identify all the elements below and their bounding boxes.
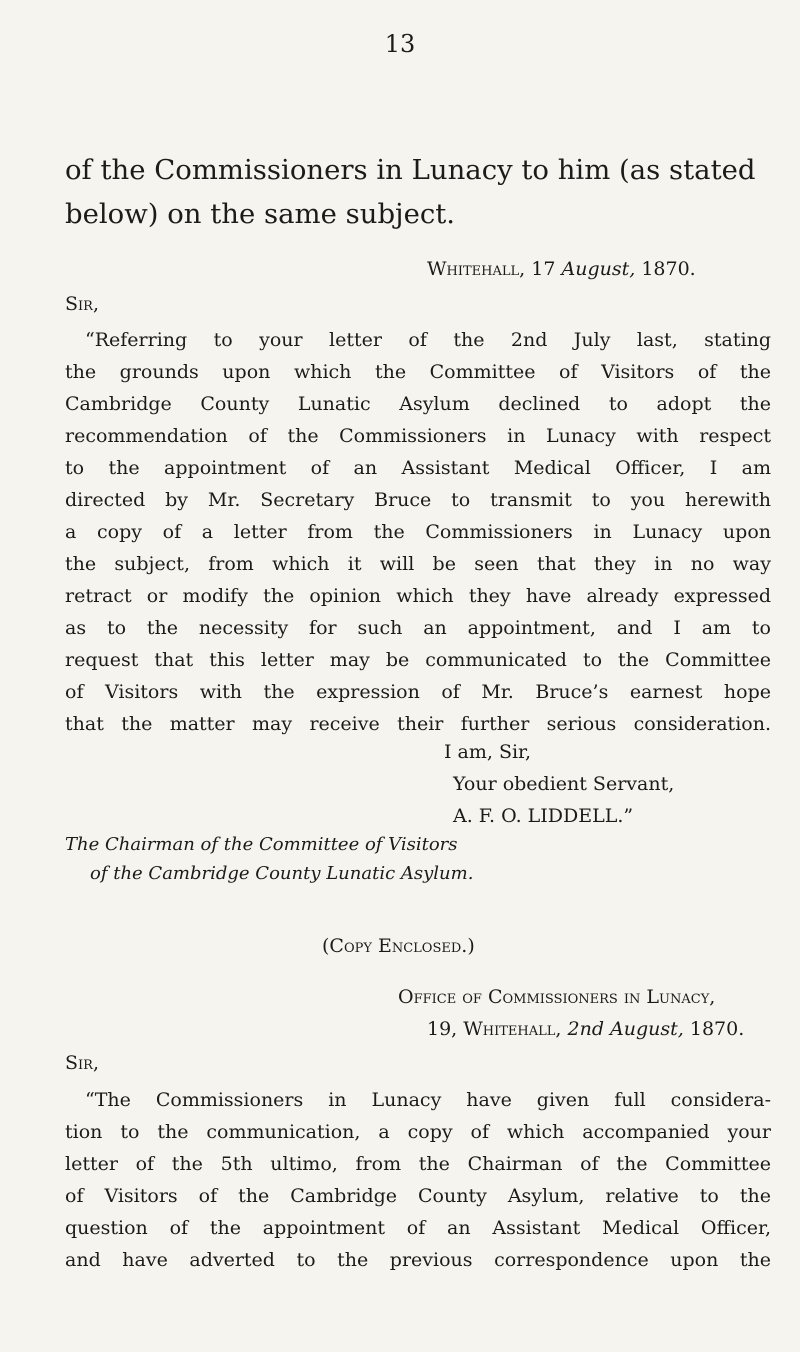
letter1-line-4: recommendation of the Commissioners in Lunacy with respect [65, 425, 771, 447]
letter1-line-1: “Referring to your letter of the 2nd July last, stating [85, 329, 771, 351]
page-number: 13 [384, 30, 416, 58]
letter1-line-11: request that this letter may be communicated to the Committee [65, 649, 771, 671]
letter2-line-4: of Visitors of the Cambridge County Asylum, relative to the [65, 1185, 771, 1207]
letter1-line-7: a copy of a letter from the Commissioners in Lunacy upon [65, 521, 771, 543]
letter1-line-8: the subject, from which it will be seen that they in no way [65, 553, 771, 575]
letter1-line-10: as to the necessity for such an appointment, and I am to [65, 617, 771, 639]
letter2-line-2: tion to the communication, a copy of which accompanied your [65, 1121, 771, 1143]
letter2-dateline [427, 1018, 744, 1040]
letter1-closing-2: Your obedient Servant, [453, 773, 675, 795]
letter2-line-5: question of the appointment of an Assistant Medical Officer, [65, 1217, 771, 1239]
letter1-dateline-month: August, [561, 258, 636, 280]
letter2-dateline-date: 2nd August, [567, 1018, 684, 1040]
letter1-line-3: Cambridge County Lunatic Asylum declined to adopt the [65, 393, 771, 415]
letter2-office: Office of Commissioners in Lunacy, [398, 986, 716, 1008]
letter1-dateline [427, 258, 696, 280]
letter2-dateline-year: 1870. [689, 1018, 745, 1040]
letter1-salutation: Sir, [65, 293, 99, 315]
letter1-dateline-year: 1870. [641, 258, 696, 280]
letter1-line-13: that the matter may receive their further serious consideration. [65, 713, 771, 735]
letter2-line-1: “The Commissioners in Lunacy have given full considera- [85, 1089, 771, 1111]
letter1-line-5: to the appointment of an Assistant Medical Officer, I am [65, 457, 771, 479]
letter1-dateline-place: Whitehall, [427, 258, 526, 280]
enclosure-heading: (Copy Enclosed.) [322, 935, 475, 957]
letter1-dateline-day: 17 [531, 258, 556, 280]
letter1-line-6: directed by Mr. Secretary Bruce to transmit to you herewith [65, 489, 771, 511]
letter1-line-9: retract or modify the opinion which they have already expressed [65, 585, 771, 607]
letter1-line-2: the grounds upon which the Committee of Visitors of the [65, 361, 771, 383]
intro-line-2: below) on the same subject. [65, 198, 456, 230]
letter1-addressee-2: of the Cambridge County Lunatic Asylum. [90, 863, 474, 884]
letter1-signature: A. F. O. LIDDELL.” [453, 805, 634, 827]
letter2-line-3: letter of the 5th ultimo, from the Chairman of the Committee [65, 1153, 771, 1175]
letter1-addressee-1: The Chairman of the Committee of Visitors [65, 834, 458, 855]
letter2-dateline-prefix: 19, Whitehall, [427, 1018, 562, 1040]
letter1-line-12: of Visitors with the expression of Mr. Bruce’s earnest hope [65, 681, 771, 703]
intro-line-1: of the Commissioners in Lunacy to him (as stated [65, 154, 756, 186]
letter2-salutation: Sir, [65, 1052, 99, 1074]
letter2-line-6: and have adverted to the previous correspondence upon the [65, 1249, 771, 1271]
letter1-closing-1: I am, Sir, [444, 741, 532, 763]
